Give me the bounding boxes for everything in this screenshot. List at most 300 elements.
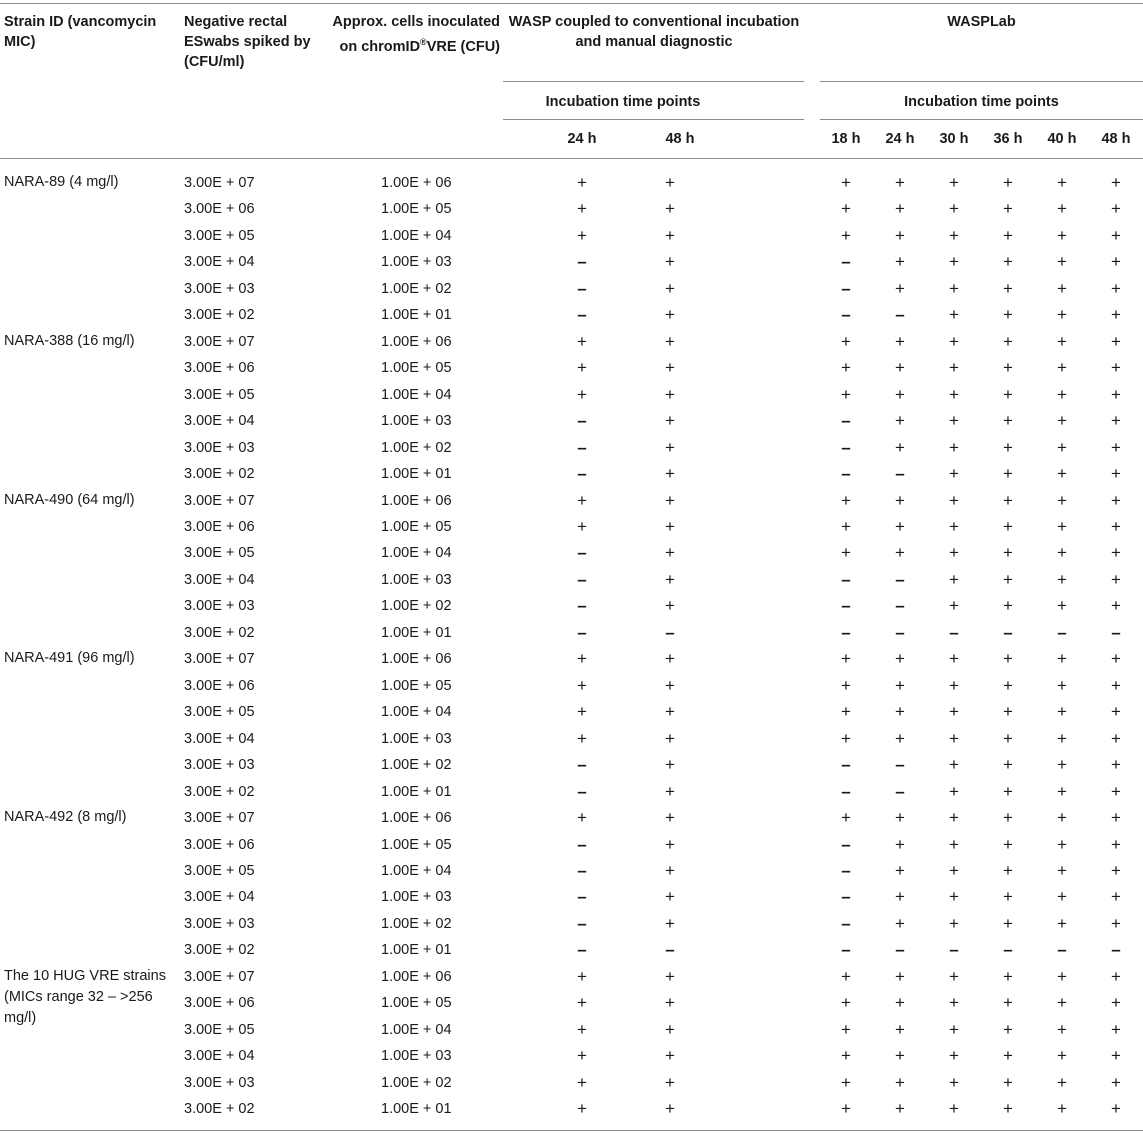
wasplab-result-cell: + bbox=[1111, 411, 1121, 431]
header-strain-id: Strain ID (vancomycin MIC) bbox=[4, 14, 157, 50]
wasplab-result-cell: – bbox=[1111, 940, 1121, 960]
wasplab-result-cell: + bbox=[1057, 252, 1067, 272]
wasplab-result-cell: + bbox=[1111, 649, 1121, 669]
wasplab-result-cell: + bbox=[1057, 993, 1067, 1013]
wasplab-result-cell: + bbox=[895, 913, 905, 933]
approx-cell: 1.00E + 03 bbox=[381, 254, 452, 271]
wasp-result-cell: + bbox=[665, 913, 675, 933]
wasplab-result-cell: + bbox=[841, 675, 851, 695]
wasplab-result-cell: + bbox=[1003, 913, 1013, 933]
wasplab-result-cell: + bbox=[1003, 702, 1013, 722]
table-bottom-rule bbox=[0, 1130, 1143, 1131]
wasp-result-cell: – bbox=[577, 622, 587, 642]
wasp-result-cell: + bbox=[665, 358, 675, 378]
approx-cell: 1.00E + 02 bbox=[381, 1074, 452, 1091]
wasplab-result-cell: + bbox=[1057, 278, 1067, 298]
wasp-result-cell: + bbox=[577, 173, 587, 192]
wasplab-result-cell: + bbox=[1057, 1099, 1067, 1119]
spiked-cell: 3.00E + 04 bbox=[184, 413, 255, 430]
wasplab-result-cell: + bbox=[841, 225, 851, 245]
wasplab-result-cell: + bbox=[1057, 1046, 1067, 1066]
wasplab-result-cell: + bbox=[1003, 437, 1013, 457]
wasp-result-cell: + bbox=[577, 199, 587, 219]
wasplab-result-cell: + bbox=[949, 596, 959, 616]
wasplab-result-cell: + bbox=[949, 755, 959, 775]
wasp-result-cell: + bbox=[577, 675, 587, 695]
wasplab-result-cell: + bbox=[1003, 173, 1013, 192]
wasplab-result-cell: + bbox=[841, 1019, 851, 1039]
wasp-result-cell: – bbox=[577, 887, 587, 907]
wasplab-result-cell: – bbox=[1057, 940, 1067, 960]
approx-cell: 1.00E + 05 bbox=[381, 995, 452, 1012]
wasp-result-cell: + bbox=[577, 516, 587, 536]
wasp-result-cell: + bbox=[665, 173, 675, 192]
wasplab-result-cell: – bbox=[841, 252, 851, 272]
tp-lab-30h: 30 h bbox=[939, 131, 969, 147]
wasplab-result-cell: + bbox=[1111, 808, 1121, 828]
wasplab-result-cell: + bbox=[1111, 728, 1121, 748]
wasp-result-cell: + bbox=[577, 702, 587, 722]
wasplab-result-cell: + bbox=[895, 1046, 905, 1066]
spiked-cell: 3.00E + 07 bbox=[184, 810, 255, 827]
wasplab-result-cell: + bbox=[1111, 887, 1121, 907]
wasp-result-cell: + bbox=[665, 1046, 675, 1066]
wasplab-result-cell: + bbox=[1111, 596, 1121, 616]
approx-cell: 1.00E + 05 bbox=[381, 677, 452, 694]
approx-cell: 1.00E + 02 bbox=[381, 757, 452, 774]
approx-cell: 1.00E + 01 bbox=[381, 307, 452, 324]
tp-lab-48h: 48 h bbox=[1101, 131, 1131, 147]
wasp-result-cell: + bbox=[577, 358, 587, 378]
wasplab-result-cell: + bbox=[949, 649, 959, 669]
wasp-result-cell: + bbox=[665, 199, 675, 219]
wasplab-result-cell: – bbox=[841, 411, 851, 431]
wasplab-result-cell: – bbox=[841, 940, 851, 960]
wasp-result-cell: + bbox=[665, 252, 675, 272]
approx-cell: 1.00E + 01 bbox=[381, 1101, 452, 1118]
wasplab-result-cell: + bbox=[841, 490, 851, 510]
wasplab-result-cell: + bbox=[949, 569, 959, 589]
wasplab-result-cell: + bbox=[1057, 649, 1067, 669]
wasplab-result-cell: + bbox=[841, 384, 851, 404]
spiked-cell: 3.00E + 05 bbox=[184, 227, 255, 244]
wasp-group-rule bbox=[503, 81, 804, 82]
wasp-result-cell: + bbox=[665, 993, 675, 1013]
wasplab-result-cell: + bbox=[949, 1099, 959, 1119]
wasplab-result-cell: + bbox=[895, 675, 905, 695]
wasplab-result-cell: – bbox=[841, 834, 851, 854]
wasplab-result-cell: + bbox=[1111, 913, 1121, 933]
spiked-cell: 3.00E + 05 bbox=[184, 862, 255, 879]
approx-cell: 1.00E + 04 bbox=[381, 545, 452, 562]
wasp-result-cell: + bbox=[577, 1019, 587, 1039]
wasplab-result-cell: + bbox=[949, 305, 959, 325]
wasplab-result-cell: + bbox=[1003, 860, 1013, 880]
wasplab-result-cell: – bbox=[1111, 622, 1121, 642]
wasp-result-cell: – bbox=[577, 543, 587, 563]
wasplab-result-cell: + bbox=[841, 1046, 851, 1066]
wasplab-result-cell: + bbox=[949, 225, 959, 245]
wasplab-result-cell: + bbox=[1003, 808, 1013, 828]
wasp-result-cell: – bbox=[665, 622, 675, 642]
wasplab-result-cell: + bbox=[949, 1019, 959, 1039]
wasplab-result-cell: + bbox=[1057, 464, 1067, 484]
spiked-cell: 3.00E + 02 bbox=[184, 1101, 255, 1118]
approx-cell: 1.00E + 03 bbox=[381, 730, 452, 747]
wasp-result-cell: + bbox=[577, 1099, 587, 1119]
wasplab-result-cell: + bbox=[841, 808, 851, 828]
wasplab-result-cell: + bbox=[895, 834, 905, 854]
wasplab-result-cell: + bbox=[1111, 860, 1121, 880]
wasplab-result-cell: + bbox=[895, 1019, 905, 1039]
header-wasp: WASP coupled to conventional incubation and manual diagnostic bbox=[508, 14, 800, 50]
approx-cell: 1.00E + 05 bbox=[381, 360, 452, 377]
wasp-result-cell: – bbox=[577, 411, 587, 431]
approx-cell: 1.00E + 06 bbox=[381, 968, 452, 985]
wasp-result-cell: – bbox=[577, 569, 587, 589]
wasplab-result-cell: + bbox=[1003, 305, 1013, 325]
wasplab-result-cell: – bbox=[841, 437, 851, 457]
wasp-result-cell: – bbox=[577, 755, 587, 775]
wasplab-result-cell: + bbox=[1111, 1046, 1121, 1066]
wasplab-result-cell: + bbox=[1111, 543, 1121, 563]
wasplab-timepoint-rule bbox=[820, 119, 1143, 120]
wasplab-result-cell: + bbox=[1057, 1019, 1067, 1039]
wasplab-result-cell: + bbox=[1003, 1099, 1013, 1119]
wasplab-result-cell: + bbox=[949, 384, 959, 404]
wasplab-result-cell: + bbox=[1003, 993, 1013, 1013]
wasplab-result-cell: + bbox=[1111, 490, 1121, 510]
approx-cell: 1.00E + 06 bbox=[381, 333, 452, 350]
wasplab-result-cell: + bbox=[1057, 966, 1067, 986]
wasplab-result-cell: + bbox=[1057, 358, 1067, 378]
wasplab-result-cell: + bbox=[1003, 199, 1013, 219]
approx-cell: 1.00E + 05 bbox=[381, 201, 452, 218]
wasplab-result-cell: + bbox=[895, 225, 905, 245]
wasplab-result-cell: – bbox=[841, 887, 851, 907]
tp-lab-18h: 18 h bbox=[831, 131, 861, 147]
wasplab-result-cell: + bbox=[895, 252, 905, 272]
wasplab-result-cell: + bbox=[895, 728, 905, 748]
table-top-rule bbox=[0, 3, 1143, 4]
wasplab-result-cell: + bbox=[1111, 437, 1121, 457]
wasplab-result-cell: – bbox=[1057, 622, 1067, 642]
wasp-result-cell: + bbox=[577, 1072, 587, 1092]
wasplab-result-cell: + bbox=[949, 199, 959, 219]
spiked-cell: 3.00E + 07 bbox=[184, 175, 255, 191]
wasp-result-cell: + bbox=[665, 278, 675, 298]
wasplab-result-cell: + bbox=[1003, 596, 1013, 616]
wasplab-result-cell: + bbox=[949, 516, 959, 536]
wasplab-result-cell: + bbox=[1111, 173, 1121, 192]
wasplab-result-cell: – bbox=[841, 913, 851, 933]
header-bottom-rule bbox=[0, 158, 1143, 159]
wasp-result-cell: + bbox=[665, 1072, 675, 1092]
wasplab-group-rule bbox=[820, 81, 1143, 82]
wasplab-result-cell: + bbox=[1111, 199, 1121, 219]
tp-wasp-48h: 48 h bbox=[665, 131, 695, 147]
wasplab-result-cell: + bbox=[949, 1072, 959, 1092]
wasplab-result-cell: – bbox=[841, 755, 851, 775]
wasplab-result-cell: + bbox=[1111, 278, 1121, 298]
wasplab-result-cell: + bbox=[1111, 516, 1121, 536]
wasplab-result-cell: + bbox=[949, 437, 959, 457]
spiked-cell: 3.00E + 02 bbox=[184, 466, 255, 483]
wasplab-result-cell: – bbox=[895, 464, 905, 484]
wasplab-result-cell: + bbox=[1111, 993, 1121, 1013]
wasplab-result-cell: + bbox=[841, 358, 851, 378]
spiked-cell: 3.00E + 07 bbox=[184, 333, 255, 350]
wasp-result-cell: + bbox=[665, 225, 675, 245]
spiked-cell: 3.00E + 03 bbox=[184, 1074, 255, 1091]
wasplab-result-cell: + bbox=[1003, 278, 1013, 298]
spiked-cell: 3.00E + 03 bbox=[184, 915, 255, 932]
wasplab-result-cell: – bbox=[895, 305, 905, 325]
wasplab-result-cell: + bbox=[1111, 1099, 1121, 1119]
wasplab-result-cell: + bbox=[895, 966, 905, 986]
wasplab-result-cell: + bbox=[1111, 781, 1121, 801]
wasplab-result-cell: + bbox=[949, 331, 959, 351]
wasplab-result-cell: + bbox=[895, 516, 905, 536]
wasp-result-cell: + bbox=[665, 437, 675, 457]
wasplab-result-cell: + bbox=[949, 278, 959, 298]
strain-label: NARA-492 (8 mg/l) bbox=[4, 809, 127, 826]
wasplab-result-cell: + bbox=[895, 358, 905, 378]
approx-cell: 1.00E + 03 bbox=[381, 413, 452, 430]
approx-cell: 1.00E + 05 bbox=[381, 518, 452, 535]
wasplab-result-cell: + bbox=[949, 993, 959, 1013]
wasplab-result-cell: + bbox=[949, 834, 959, 854]
wasp-result-cell: + bbox=[665, 728, 675, 748]
wasplab-result-cell: – bbox=[841, 781, 851, 801]
wasplab-result-cell: + bbox=[1111, 755, 1121, 775]
wasp-result-cell: – bbox=[577, 305, 587, 325]
wasp-result-cell: + bbox=[665, 331, 675, 351]
wasp-result-cell: + bbox=[665, 966, 675, 986]
wasplab-result-cell: + bbox=[1057, 781, 1067, 801]
approx-cell: 1.00E + 04 bbox=[381, 1021, 452, 1038]
wasplab-result-cell: + bbox=[949, 464, 959, 484]
wasplab-result-cell: + bbox=[1003, 649, 1013, 669]
wasplab-result-cell: + bbox=[1057, 225, 1067, 245]
wasplab-result-cell: – bbox=[895, 940, 905, 960]
wasplab-result-cell: + bbox=[1111, 464, 1121, 484]
wasp-result-cell: + bbox=[665, 569, 675, 589]
wasplab-result-cell: + bbox=[1111, 225, 1121, 245]
wasp-result-cell: + bbox=[577, 1046, 587, 1066]
wasplab-result-cell: + bbox=[895, 331, 905, 351]
wasplab-result-cell: + bbox=[1057, 755, 1067, 775]
wasplab-result-cell: + bbox=[1057, 384, 1067, 404]
wasplab-result-cell: – bbox=[895, 569, 905, 589]
wasplab-result-cell: + bbox=[1057, 411, 1067, 431]
spiked-cell: 3.00E + 06 bbox=[184, 836, 255, 853]
wasplab-result-cell: – bbox=[1003, 622, 1013, 642]
wasplab-result-cell: – bbox=[895, 596, 905, 616]
wasp-result-cell: – bbox=[577, 437, 587, 457]
wasplab-result-cell: + bbox=[841, 966, 851, 986]
wasplab-result-cell: + bbox=[841, 173, 851, 192]
wasplab-result-cell: + bbox=[895, 173, 905, 192]
wasplab-result-cell: + bbox=[1111, 384, 1121, 404]
strain-label: NARA-491 (96 mg/l) bbox=[4, 650, 135, 667]
wasplab-result-cell: + bbox=[895, 411, 905, 431]
wasplab-result-cell: + bbox=[1003, 384, 1013, 404]
wasp-result-cell: + bbox=[665, 649, 675, 669]
wasplab-result-cell: + bbox=[841, 516, 851, 536]
wasplab-result-cell: + bbox=[1057, 569, 1067, 589]
wasp-result-cell: + bbox=[665, 1099, 675, 1119]
wasplab-result-cell: + bbox=[1111, 358, 1121, 378]
wasp-result-cell: + bbox=[577, 966, 587, 986]
wasplab-result-cell: + bbox=[1057, 913, 1067, 933]
wasplab-result-cell: + bbox=[1111, 569, 1121, 589]
spiked-cell: 3.00E + 03 bbox=[184, 439, 255, 456]
approx-cell: 1.00E + 02 bbox=[381, 915, 452, 932]
wasplab-result-cell: + bbox=[1111, 1019, 1121, 1039]
wasplab-result-cell: + bbox=[1057, 1072, 1067, 1092]
wasplab-result-cell: – bbox=[841, 622, 851, 642]
spiked-cell: 3.00E + 03 bbox=[184, 598, 255, 615]
spiked-cell: 3.00E + 02 bbox=[184, 783, 255, 800]
wasp-result-cell: – bbox=[577, 913, 587, 933]
wasp-result-cell: + bbox=[577, 225, 587, 245]
wasplab-result-cell: + bbox=[1111, 1072, 1121, 1092]
approx-cell: 1.00E + 06 bbox=[381, 810, 452, 827]
wasplab-result-cell: + bbox=[1003, 464, 1013, 484]
wasplab-result-cell: + bbox=[895, 860, 905, 880]
wasp-result-cell: + bbox=[577, 649, 587, 669]
wasplab-result-cell: + bbox=[1057, 887, 1067, 907]
wasplab-result-cell: + bbox=[949, 358, 959, 378]
approx-cell: 1.00E + 03 bbox=[381, 571, 452, 588]
wasplab-result-cell: + bbox=[949, 860, 959, 880]
wasplab-result-cell: + bbox=[949, 781, 959, 801]
wasp-result-cell: + bbox=[665, 808, 675, 828]
wasplab-result-cell: + bbox=[1111, 252, 1121, 272]
wasplab-result-cell: + bbox=[949, 252, 959, 272]
wasp-result-cell: + bbox=[665, 834, 675, 854]
wasp-result-cell: + bbox=[665, 860, 675, 880]
wasplab-result-cell: + bbox=[841, 199, 851, 219]
spiked-cell: 3.00E + 05 bbox=[184, 545, 255, 562]
approx-cell: 1.00E + 02 bbox=[381, 280, 452, 297]
wasp-result-cell: – bbox=[577, 596, 587, 616]
wasplab-result-cell: – bbox=[895, 781, 905, 801]
wasp-result-cell: + bbox=[665, 596, 675, 616]
wasplab-result-cell: + bbox=[949, 887, 959, 907]
wasplab-result-cell: + bbox=[1057, 702, 1067, 722]
wasplab-result-cell: – bbox=[949, 940, 959, 960]
spiked-cell: 3.00E + 03 bbox=[184, 757, 255, 774]
approx-cell: 1.00E + 04 bbox=[381, 227, 452, 244]
header-incubation-wasp: Incubation time points bbox=[545, 94, 701, 110]
wasplab-result-cell: + bbox=[1057, 808, 1067, 828]
wasp-result-cell: + bbox=[665, 464, 675, 484]
wasplab-result-cell: + bbox=[1003, 675, 1013, 695]
wasplab-result-cell: + bbox=[1057, 331, 1067, 351]
spiked-cell: 3.00E + 07 bbox=[184, 968, 255, 985]
wasplab-result-cell: + bbox=[1057, 675, 1067, 695]
wasplab-result-cell: + bbox=[895, 702, 905, 722]
wasplab-result-cell: + bbox=[949, 913, 959, 933]
wasplab-result-cell: + bbox=[895, 543, 905, 563]
wasplab-result-cell: + bbox=[895, 490, 905, 510]
wasplab-result-cell: + bbox=[841, 1072, 851, 1092]
wasp-result-cell: + bbox=[577, 728, 587, 748]
wasplab-result-cell: + bbox=[1111, 834, 1121, 854]
tp-lab-40h: 40 h bbox=[1047, 131, 1077, 147]
wasp-result-cell: – bbox=[577, 278, 587, 298]
strain-label: NARA-388 (16 mg/l) bbox=[4, 332, 135, 349]
wasp-result-cell: – bbox=[577, 940, 587, 960]
spiked-cell: 3.00E + 07 bbox=[184, 651, 255, 668]
wasplab-result-cell: + bbox=[895, 384, 905, 404]
approx-cell: 1.00E + 06 bbox=[381, 492, 452, 509]
wasplab-result-cell: – bbox=[841, 569, 851, 589]
wasplab-result-cell: + bbox=[1003, 252, 1013, 272]
wasplab-result-cell: + bbox=[1003, 887, 1013, 907]
approx-cell: 1.00E + 02 bbox=[381, 439, 452, 456]
tp-lab-24h: 24 h bbox=[885, 131, 915, 147]
approx-cell: 1.00E + 04 bbox=[381, 862, 452, 879]
wasp-result-cell: + bbox=[577, 993, 587, 1013]
spiked-cell: 3.00E + 06 bbox=[184, 518, 255, 535]
wasplab-result-cell: + bbox=[1003, 543, 1013, 563]
wasp-result-cell: – bbox=[577, 464, 587, 484]
wasplab-result-cell: – bbox=[895, 755, 905, 775]
wasplab-result-cell: + bbox=[1111, 305, 1121, 325]
wasp-result-cell: + bbox=[665, 384, 675, 404]
tp-wasp-24h: 24 h bbox=[567, 131, 597, 147]
wasplab-result-cell: + bbox=[895, 437, 905, 457]
wasplab-result-cell: + bbox=[1057, 860, 1067, 880]
wasplab-result-cell: + bbox=[949, 675, 959, 695]
wasp-result-cell: – bbox=[577, 781, 587, 801]
wasp-result-cell: – bbox=[577, 834, 587, 854]
wasp-result-cell: + bbox=[577, 331, 587, 351]
wasplab-result-cell: – bbox=[841, 464, 851, 484]
wasp-result-cell: + bbox=[665, 675, 675, 695]
wasplab-result-cell: + bbox=[895, 278, 905, 298]
wasp-result-cell: + bbox=[577, 490, 587, 510]
wasplab-result-cell: + bbox=[841, 649, 851, 669]
wasp-result-cell: + bbox=[577, 808, 587, 828]
wasplab-result-cell: + bbox=[1057, 173, 1067, 192]
header-spiked: Negative rectal ESwabs spiked by (CFU/ml) bbox=[184, 14, 311, 70]
spiked-cell: 3.00E + 03 bbox=[184, 280, 255, 297]
wasp-result-cell: + bbox=[665, 543, 675, 563]
wasplab-result-cell: + bbox=[895, 887, 905, 907]
wasp-result-cell: + bbox=[665, 1019, 675, 1039]
approx-cell: 1.00E + 01 bbox=[381, 783, 452, 800]
approx-cell: 1.00E + 01 bbox=[381, 624, 452, 641]
wasplab-result-cell: + bbox=[1003, 1019, 1013, 1039]
tp-lab-36h: 36 h bbox=[993, 131, 1023, 147]
wasplab-result-cell: + bbox=[1003, 516, 1013, 536]
wasplab-result-cell: + bbox=[1003, 1072, 1013, 1092]
wasplab-result-cell: + bbox=[1057, 728, 1067, 748]
wasplab-result-cell: + bbox=[841, 543, 851, 563]
wasplab-result-cell: + bbox=[949, 1046, 959, 1066]
wasplab-result-cell: + bbox=[1003, 490, 1013, 510]
wasplab-result-cell: + bbox=[949, 728, 959, 748]
wasp-result-cell: – bbox=[577, 860, 587, 880]
wasplab-result-cell: + bbox=[895, 1099, 905, 1119]
wasp-result-cell: + bbox=[665, 781, 675, 801]
wasplab-result-cell: + bbox=[949, 543, 959, 563]
wasplab-result-cell: + bbox=[1111, 675, 1121, 695]
